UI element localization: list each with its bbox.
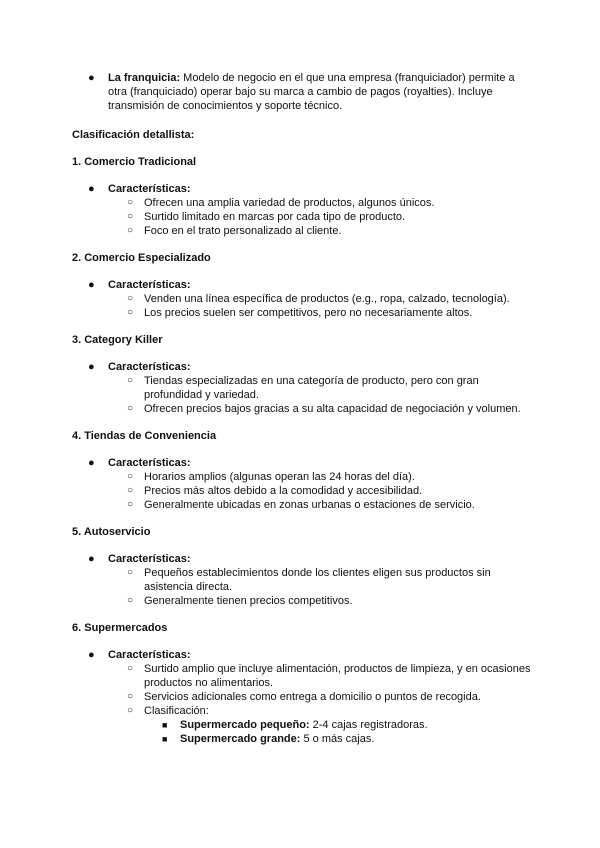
list-item	[72, 402, 532, 416]
section-comercio-especializado	[72, 251, 532, 320]
list-item	[72, 704, 532, 718]
list-item	[72, 484, 532, 498]
list-item	[72, 210, 532, 224]
characteristics-label	[72, 456, 532, 470]
bullet-hollow-circle: ○	[127, 293, 134, 304]
sub-list-item	[72, 718, 532, 732]
bullet-hollow-circle: ○	[127, 663, 134, 674]
bullet-hollow-circle: ○	[127, 567, 134, 578]
section-heading: 2. Comercio Especializado	[72, 252, 211, 264]
bullet-filled-circle: ●	[88, 72, 95, 84]
bullet-hollow-circle: ○	[127, 307, 134, 318]
sub-item-text: 2-4 cajas registradoras.	[309, 719, 428, 731]
characteristics-text: Características:	[108, 457, 191, 469]
bullet-hollow-circle: ○	[127, 225, 134, 236]
list-item-text: Pequeños establecimientos donde los clientes eligen sus productos sin asistencia directa.	[144, 567, 491, 593]
characteristics-label	[72, 182, 532, 196]
classification-title: Clasificación detallista:	[72, 129, 195, 141]
list-item-text: Precios más altos debido a la comodidad y accesibilidad.	[144, 485, 423, 497]
list-item	[72, 196, 532, 210]
list-item	[72, 292, 532, 306]
section-heading: 5. Autoservicio	[72, 526, 151, 538]
section-autoservicio	[72, 525, 532, 608]
bullet-hollow-circle: ○	[127, 691, 134, 702]
list-item-text: Foco en el trato personalizado al cliente.	[144, 225, 342, 237]
bullet-square: ■	[162, 734, 168, 744]
section-heading: 4. Tiendas de Conveniencia	[72, 430, 217, 442]
bullet-hollow-circle: ○	[127, 197, 134, 208]
bullet-hollow-circle: ○	[127, 375, 134, 386]
list-item-text: Generalmente tienen precios competitivos.	[144, 595, 353, 607]
characteristics-label	[72, 278, 532, 292]
characteristics-text: Características:	[108, 553, 191, 565]
bullet-filled-circle: ●	[88, 457, 95, 469]
characteristics-text: Características:	[108, 649, 191, 661]
list-item	[72, 690, 532, 704]
document-body	[72, 71, 532, 746]
bullet-hollow-circle: ○	[127, 471, 134, 482]
list-item	[72, 498, 532, 512]
sub-list-item	[72, 732, 532, 746]
list-item-text: Ofrecen una amplia variedad de productos, algunos únicos.	[144, 197, 435, 209]
characteristics-text: Características:	[108, 183, 191, 195]
list-item-text: Servicios adicionales como entrega a domicilio o puntos de recogida.	[144, 691, 481, 703]
list-item	[72, 470, 532, 484]
section-category-killer	[72, 333, 532, 416]
bullet-filled-circle: ●	[88, 183, 95, 195]
list-item-text: Horarios amplios (algunas operan las 24 horas del día).	[144, 471, 415, 483]
bullet-hollow-circle: ○	[127, 499, 134, 510]
bullet-hollow-circle: ○	[127, 705, 134, 716]
franchise-text: Modelo de negocio en el que una empresa (franquiciador) permite a otra (franquiciado) operar bajo su marca a cambio de pagos (royalties). Incluye transmisión de conocimientos y soporte técnico.	[108, 72, 515, 112]
list-item	[72, 306, 532, 320]
section-heading: 1. Comercio Tradicional	[72, 156, 197, 168]
characteristics-label	[72, 360, 532, 374]
list-item-text: Generalmente ubicadas en zonas urbanas o estaciones de servicio.	[144, 499, 475, 511]
list-item-text: Venden una línea específica de productos (e.g., ropa, calzado, tecnología).	[144, 293, 510, 305]
characteristics-label	[72, 648, 532, 662]
section-heading: 6. Supermercados	[72, 622, 168, 634]
characteristics-text: Características:	[108, 279, 191, 291]
bullet-hollow-circle: ○	[127, 485, 134, 496]
list-item-text: Tiendas especializadas en una categoría de producto, pero con gran profundidad y variedad.	[144, 375, 479, 401]
sub-item-term: Supermercado grande:	[180, 733, 301, 745]
sub-item-text: 5 o más cajas.	[300, 733, 375, 745]
list-item-text: Surtido limitado en marcas por cada tipo de producto.	[144, 211, 406, 223]
list-item	[72, 566, 532, 594]
section-heading: 3. Category Killer	[72, 334, 163, 346]
bullet-hollow-circle: ○	[127, 211, 134, 222]
section-tiendas-conveniencia	[72, 429, 532, 512]
bullet-square: ■	[162, 720, 168, 730]
list-item	[72, 374, 532, 402]
sub-item-term: Supermercado pequeño:	[180, 719, 310, 731]
bullet-hollow-circle: ○	[127, 595, 134, 606]
bullet-filled-circle: ●	[88, 553, 95, 565]
section-comercio-tradicional	[72, 155, 532, 238]
list-item-text: Los precios suelen ser competitivos, pero no necesariamente altos.	[144, 307, 473, 319]
list-item-text: Surtido amplio que incluye alimentación, productos de limpieza, y en ocasiones productos no alimentarios.	[144, 663, 531, 689]
characteristics-text: Características:	[108, 361, 191, 373]
bullet-filled-circle: ●	[88, 649, 95, 661]
franchise-definition	[72, 71, 532, 113]
list-item	[72, 224, 532, 238]
list-item	[72, 594, 532, 608]
list-item-text: Ofrecen precios bajos gracias a su alta capacidad de negociación y volumen.	[144, 403, 521, 415]
list-item-text: Clasificación:	[144, 705, 209, 717]
bullet-hollow-circle: ○	[127, 403, 134, 414]
characteristics-label	[72, 552, 532, 566]
list-item	[72, 662, 532, 690]
bullet-filled-circle: ●	[88, 361, 95, 373]
bullet-filled-circle: ●	[88, 279, 95, 291]
franchise-term: La franquicia:	[108, 72, 181, 84]
section-supermercados	[72, 621, 532, 746]
